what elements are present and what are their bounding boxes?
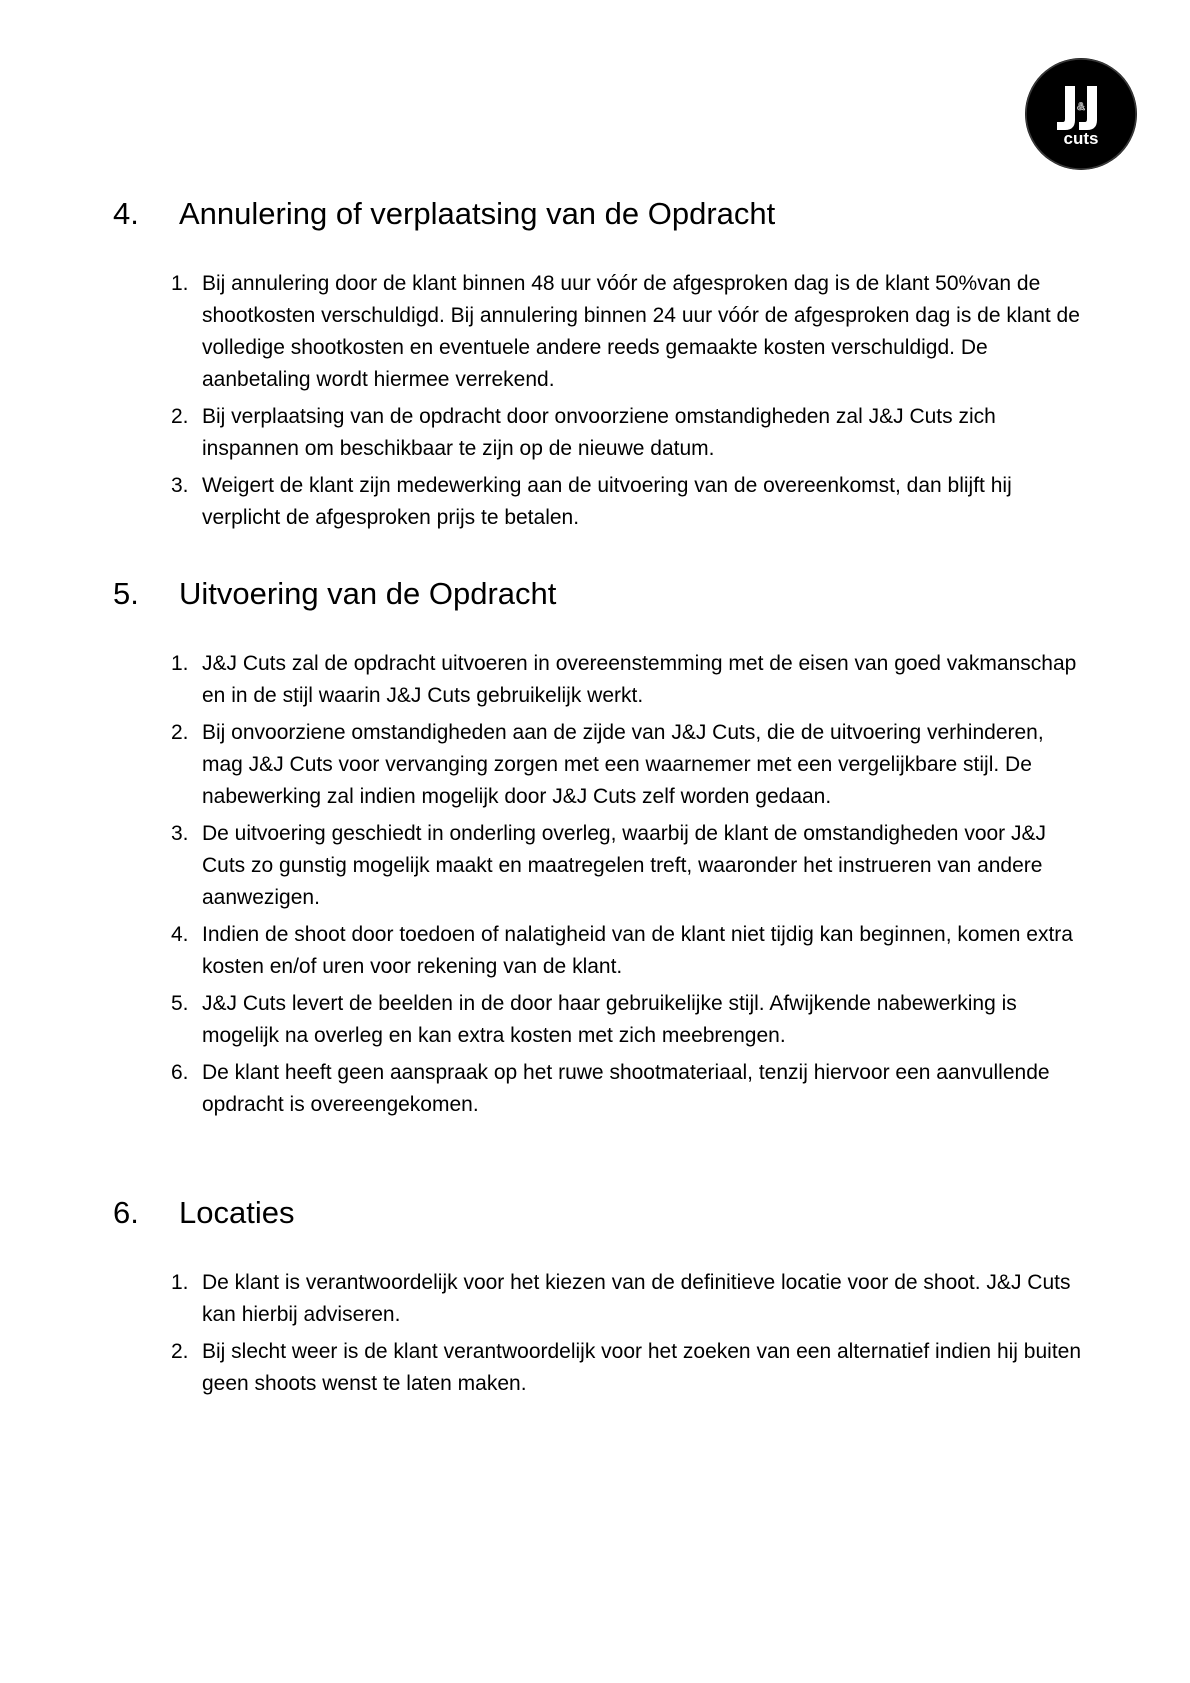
logo-subtitle: cuts <box>1063 129 1099 148</box>
list-item <box>0 818 1190 914</box>
section-list <box>0 1267 1190 1405</box>
section-number: 4. <box>113 196 139 231</box>
list-item <box>0 470 1190 534</box>
section-heading <box>0 1193 1190 1233</box>
item-number: 2. <box>171 721 189 744</box>
item-number: 1. <box>171 272 189 295</box>
item-number: 2. <box>171 1340 189 1363</box>
item-number: 5. <box>171 992 189 1015</box>
item-number: 1. <box>171 652 189 675</box>
item-number: 3. <box>171 474 189 497</box>
section-list <box>0 648 1190 1126</box>
item-text: J&J Cuts levert de beelden in de door haar gebruikelijke stijl. Afwijkende nabewerking is mogelijk na overleg en kan extra kosten met zich meebrengen. <box>202 992 1017 1047</box>
section-list <box>0 268 1190 539</box>
item-text: De uitvoering geschiedt in onderling overleg, waarbij de klant de omstandigheden voor J&J Cuts zo gunstig mogelijk maakt en maatregelen treft, waaronder het instrueren van andere aanwezigen. <box>202 822 1047 909</box>
list-item <box>0 401 1190 465</box>
item-text: Weigert de klant zijn medewerking aan de uitvoering van de overeenkomst, dan blijft hij verplicht de afgesproken prijs te betalen. <box>202 474 1012 529</box>
section-number: 5. <box>113 576 139 611</box>
list-item <box>0 648 1190 712</box>
item-text: Bij verplaatsing van de opdracht door onvoorziene omstandigheden zal J&J Cuts zich inspannen om beschikbaar te zijn op de nieuwe datum. <box>202 405 996 460</box>
item-number: 6. <box>171 1061 189 1084</box>
list-item <box>0 988 1190 1052</box>
list-item <box>0 717 1190 813</box>
section-locaties <box>0 1193 1190 1395</box>
section-heading <box>0 194 1190 234</box>
list-item <box>0 1057 1190 1121</box>
section-title: Locaties <box>179 1195 295 1230</box>
item-text: J&J Cuts zal de opdracht uitvoeren in overeenstemming met de eisen van goed vakmanschap en in de stijl waarin J&J Cuts gebruikelijk werkt. <box>202 652 1077 707</box>
jj-cuts-logo <box>1025 58 1137 170</box>
item-text: Bij slecht weer is de klant verantwoordelijk voor het zoeken van een alternatief indien hij buiten geen shoots wenst te laten maken. <box>202 1340 1082 1395</box>
item-number: 3. <box>171 822 189 845</box>
list-item <box>0 1267 1190 1331</box>
section-title: Annulering of verplaatsing van de Opdracht <box>179 196 776 231</box>
item-text: Bij annulering door de klant binnen 48 uur vóór de afgesproken dag is de klant 50%van de shootkosten verschuldigd. Bij annulering binnen 24 uur vóór de afgesproken dag is de klant de volledige shootkosten en eventuele andere reeds gemaakte kosten verschuldigd. De aanbetaling wordt hiermee verrekend. <box>202 272 1080 391</box>
item-text: De klant is verantwoordelijk voor het kiezen van de definitieve locatie voor de shoot. J&J Cuts kan hierbij adviseren. <box>202 1271 1071 1326</box>
section-annulering <box>0 194 1190 529</box>
item-text: Indien de shoot door toedoen of nalatigheid van de klant niet tijdig kan beginnen, komen extra kosten en/of uren voor rekening van de klant. <box>202 923 1073 978</box>
list-item <box>0 268 1190 396</box>
item-number: 2. <box>171 405 189 428</box>
logo-ampersand: & <box>1077 101 1085 113</box>
section-uitvoering <box>0 574 1190 1116</box>
logo-mark <box>1025 58 1137 170</box>
section-heading <box>0 574 1190 614</box>
section-title: Uitvoering van de Opdracht <box>179 576 557 611</box>
item-text: Bij onvoorziene omstandigheden aan de zijde van J&J Cuts, die de uitvoering verhinderen, mag J&J Cuts voor vervanging zorgen met een waarnemer met een vergelijkbare stijl. De nabewerking zal indien mogelijk door J&J Cuts zelf worden gedaan. <box>202 721 1044 808</box>
item-text: De klant heeft geen aanspraak op het ruwe shootmateriaal, tenzij hiervoor een aanvullende opdracht is overeengekomen. <box>202 1061 1050 1116</box>
item-number: 4. <box>171 923 189 946</box>
list-item <box>0 1336 1190 1400</box>
item-number: 1. <box>171 1271 189 1294</box>
section-number: 6. <box>113 1195 139 1230</box>
list-item <box>0 919 1190 983</box>
